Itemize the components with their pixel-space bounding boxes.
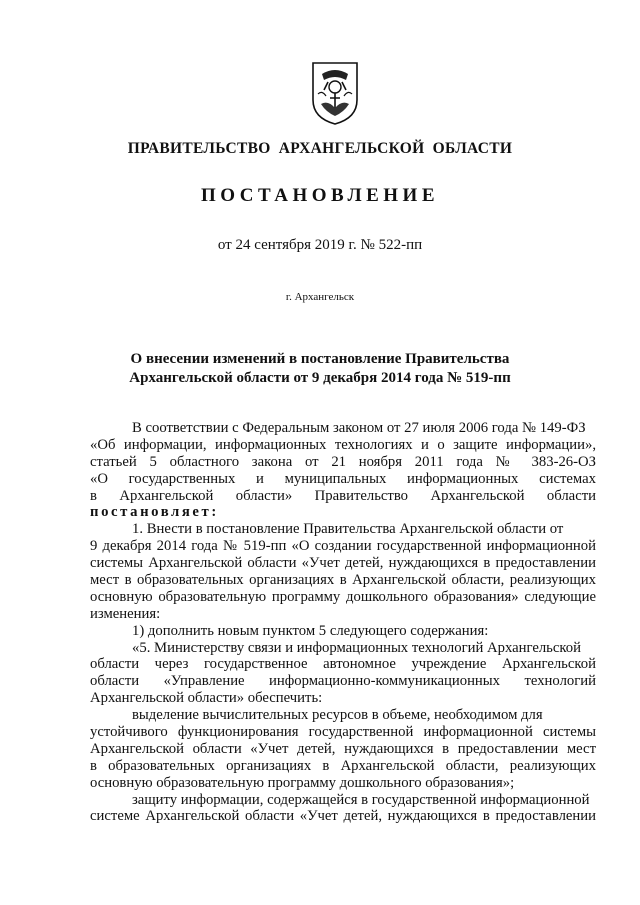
- body-line: В соответствии с Федеральным законом от 27 июля 2006 года № 149-ФЗ: [132, 420, 586, 436]
- body-line: области «Управление информационно-коммуникационных технологий: [90, 673, 596, 690]
- body-line: в Архангельской области» Правительство Архангельской области: [90, 487, 596, 504]
- body-line: «5. Министерству связи и информационных технологий Архангельской: [132, 639, 581, 656]
- body-line: защиту информации, содержащейся в государственной информационной: [132, 791, 590, 808]
- document-body: [90, 420, 596, 825]
- body-line: статьей 5 областного закона от 21 ноября 2011 года № 383-26-ОЗ: [90, 453, 596, 470]
- body-line: «О государственных и муниципальных информационных системах: [90, 470, 596, 487]
- coat-of-arms-emblem: [310, 60, 360, 126]
- body-line: выделение вычислительных ресурсов в объеме, необходимом для: [132, 707, 543, 724]
- document-date-number: от 24 сентября 2019 г. № 522-пп: [217, 237, 423, 253]
- body-line: 1. Внести в постановление Правительства Архангельской области от: [132, 521, 564, 538]
- government-name: ПРАВИТЕЛЬСТВО АРХАНГЕЛЬСКОЙ ОБЛАСТИ: [127, 140, 513, 157]
- body-line: мест в образовательных организациях в Архангельской области, реализующих: [90, 572, 596, 589]
- body-line: системы Архангельской области «Учет детей, нуждающихся в предоставлении: [90, 555, 596, 572]
- body-line: системе Архангельской области «Учет детей, нуждающихся в предоставлении: [90, 808, 596, 825]
- document-city: г. Архангельск: [285, 291, 355, 303]
- body-line: основную образовательную программу дошкольного образования» следующие: [90, 588, 596, 605]
- body-line: устойчивого функционирования государственной информационной системы: [90, 724, 596, 741]
- title-line: О внесении изменений в постановление Правительства: [130, 351, 510, 367]
- title-line: Архангельской области от 9 декабря 2014 года № 519-пп: [129, 370, 511, 386]
- body-line: изменения:: [90, 605, 161, 622]
- body-line: «Об информации, информационных технологиях и о защите информации»,: [90, 436, 596, 453]
- body-line: в образовательных организациях в Архангельской области, реализующих: [90, 757, 596, 774]
- body-line-resolves: постановляет:: [90, 504, 219, 521]
- body-line: области через государственное автономное учреждение Архангельской: [90, 656, 596, 673]
- body-line: Архангельской области «Учет детей, нуждающихся в предоставлении мест: [90, 740, 596, 757]
- body-line: основную образовательную программу дошкольного образования»;: [90, 774, 515, 791]
- body-line: 9 декабря 2014 года № 519-пп «О создании государственной информационной: [90, 538, 596, 555]
- document-title: [0, 350, 640, 388]
- body-line: 1) дополнить новым пунктом 5 следующего содержания:: [132, 622, 489, 639]
- document-type: ПОСТАНОВЛЕНИЕ: [200, 185, 440, 206]
- body-line: Архангельской области» обеспечить:: [90, 690, 323, 707]
